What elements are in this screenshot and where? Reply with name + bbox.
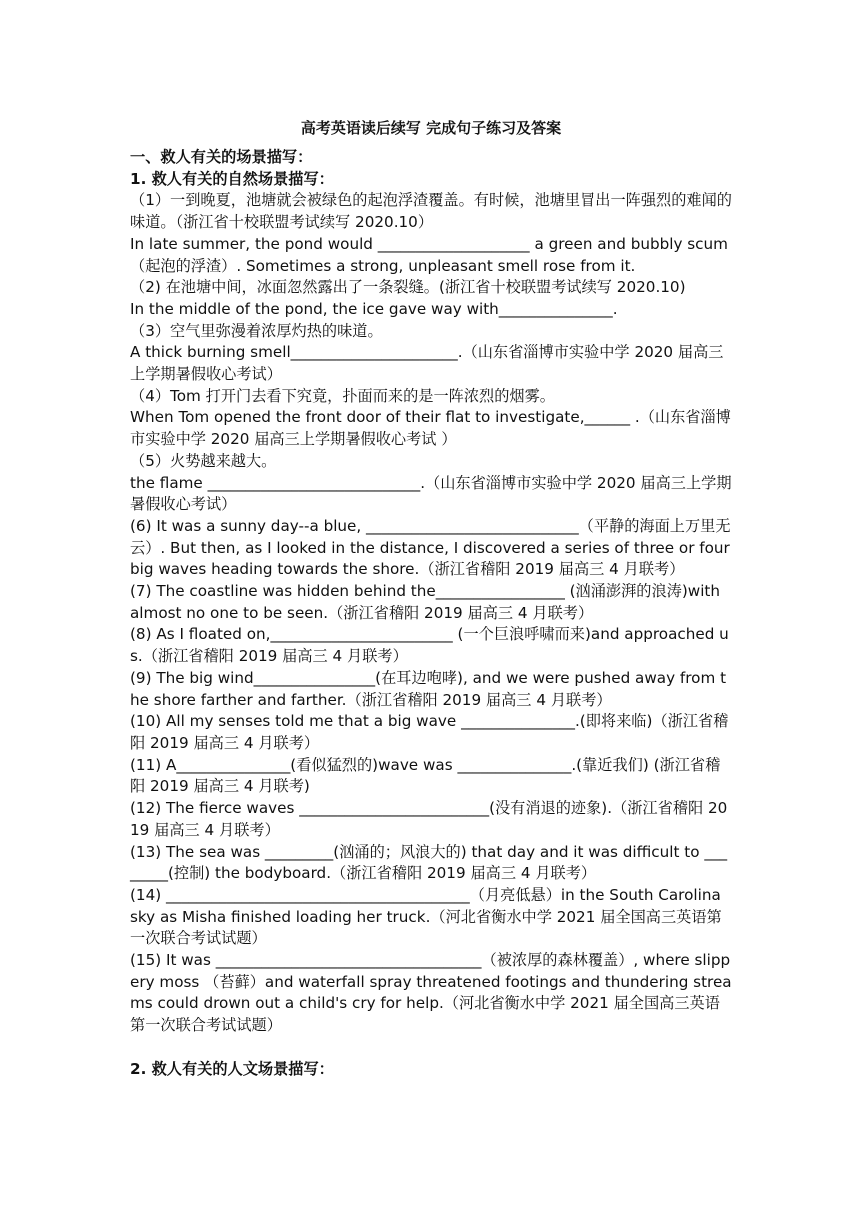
document-page	[130, 118, 735, 1081]
exercise-line: (11) A_______________(看似猛烈的)wave was _______________.(靠近我们) (浙江省稽阳 2019 届高三 4 月联考)	[130, 755, 721, 796]
document-title: 高考英语读后续写 完成句子练习及答案	[300, 119, 562, 137]
subsection-heading-human: 2. 救人有关的人文场景描写：	[130, 1059, 334, 1078]
spacer	[130, 1037, 732, 1059]
exercise-line: In the middle of the pond, the ice gave way with_______________.	[130, 299, 618, 318]
exercise-line: (12) The fierce waves _________________________(没有消退的迹象).（浙江省稽阳 2019 届高三 4 月联考）	[130, 799, 728, 839]
exercise-line: (8) As I floated on,________________________ (一个巨浪呼啸而来)and approached us.（浙江省稽阳 2019 届高三 4 月联考）	[130, 625, 729, 666]
exercise-line: (9) The big wind________________(在耳边咆哮), and we were pushed away from the shore farther and farther.（浙江省稽阳 2019 届高三 4 月联考）	[130, 668, 727, 709]
exercise-line: the flame ____________________________.（山东省淄博市实验中学 2020 届高三上学期暑假收心考试）	[130, 473, 732, 514]
subsection-heading-natural: 1. 救人有关的自然场景描写：	[130, 169, 334, 188]
exercise-line: (14) ________________________________________（月亮低悬）in the South Carolina sky as Misha finished loading her truck.（河北省衡水中学 2021 届全国高三英语第一次联合考试试题）	[130, 885, 726, 948]
exercise-line: In late summer, the pond would ____________________ a green and bubbly scum（起泡的浮渣）. Sometimes a strong, unpleasant smell rose from it.	[130, 234, 728, 275]
exercise-line: （4）Tom 打开门去看下究竟，扑面而来的是一阵浓烈的烟雾。	[130, 386, 555, 405]
section-heading: 一、救人有关的场景描写：	[130, 148, 313, 166]
exercise-line: A thick burning smell______________________.（山东省淄博市实验中学 2020 届高三上学期暑假收心考试）	[130, 343, 724, 384]
exercise-line: （2) 在池塘中间，冰面忽然露出了一条裂缝。(浙江省十校联盟考试续写 2020.10)	[130, 278, 686, 297]
exercise-line: （5）火势越来越大。	[130, 451, 277, 470]
exercise-line: (7) The coastline was hidden behind the_________________ (汹涌澎湃的浪涛)with almost no one to be seen.（浙江省稽阳 2019 届高三 4 月联考）	[130, 582, 725, 622]
exercise-line: （1）一到晚夏，池塘就会被绿色的起泡浮渣覆盖。有时候，池塘里冒出一阵强烈的难闻的味道。（浙江省十校联盟考试续写 2020.10）	[130, 191, 732, 232]
exercise-line: (13) The sea was _________(汹涌的；风浪大的) that day and it was difficult to ________(控制) the bodyboard.（浙江省稽阳 2019 届高三 4 月联考）	[130, 842, 728, 883]
exercise-line: (10) All my senses told me that a big wave _______________.(即将来临)（浙江省稽阳 2019 届高三 4 月联考）	[130, 712, 729, 752]
exercise-line: （3）空气里弥漫着浓厚灼热的味道。	[130, 321, 383, 340]
exercise-line: (15) It was ___________________________________（被浓厚的森林覆盖）, where slippery moss （苔藓）and waterfall spray threatened footings and thundering streams could drown out a child's cry for help.（河北省衡水中学 2021 届全国高三英语第一次联合考试试题）	[130, 951, 732, 1035]
exercise-line: When Tom opened the front door of their flat to investigate,______ .（山东省淄博市实验中学 2020 届高三上学期暑假收心考试 ）	[130, 408, 731, 449]
exercise-line: (6) It was a sunny day--a blue, ____________________________（平静的海面上万里无云）. But then, as I looked in the distance, I discovered a series of three or four big waves heading towards the shore.（浙江省稽阳 2019 届高三 4 月联考）	[130, 516, 735, 579]
